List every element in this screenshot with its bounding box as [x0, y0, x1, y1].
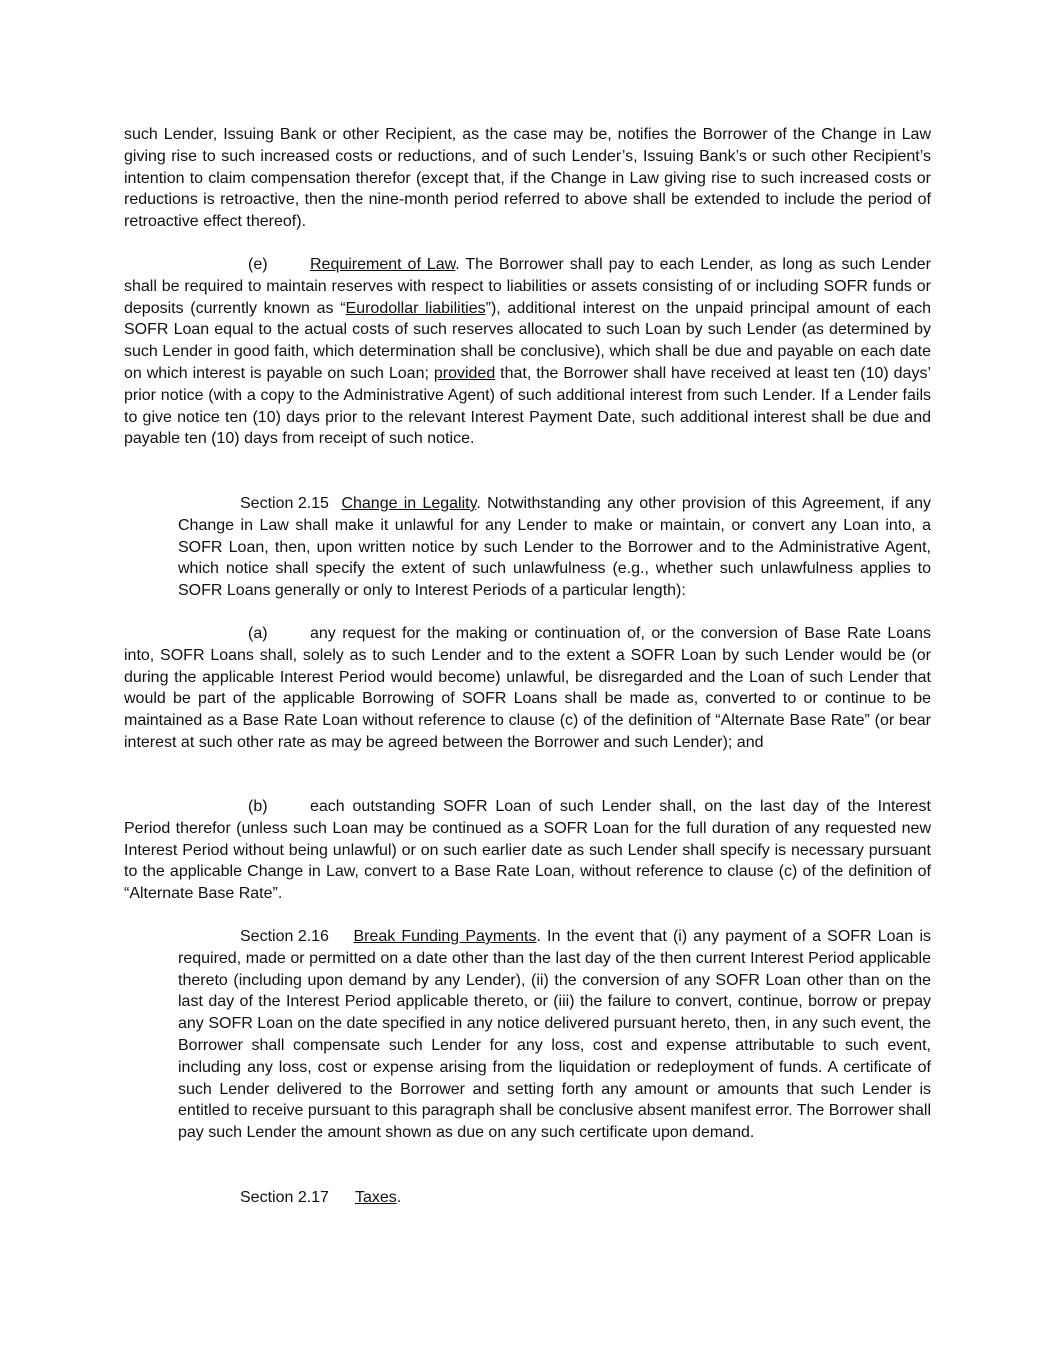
heading-taxes-period: .	[396, 1189, 402, 1206]
term-provided: provided	[433, 364, 496, 382]
paragraph-b	[124, 796, 931, 905]
section-2-15-text: . Notwithstanding any other provision of this Agreement, if any Change in Law shall make it unlawful for any Lender to make or maintain, or convert any Loan into, a SOFR Loan, then, upon written notice by such Lender to the Borrower and to the Administrative Agent, which notice shall specify the extent of such unlawfulness (e.g., whether such unlawfulness applies to SOFR Loans generally or only to Interest Periods of a particular length):	[178, 495, 932, 600]
heading-taxes: Taxes	[354, 1189, 397, 1206]
paragraph-a-text: any request for the making or continuation of, or the conversion of Base Rate Loans into, SOFR Loans shall, solely as to such Lender and to the extent a SOFR Loan by such Lender would be (or during the applicable Interest Period would become) unlawful, be disregarded and the Loan of such Lender that would be part of the applicable Borrowing of SOFR Loans shall be made as, converted to or continue to be maintained as a Base Rate Loan without reference to clause (c) of the definition of “Alternate Base Rate” (or bear interest at such other rate as may be agreed between the Borrower and such Lender); and	[124, 625, 931, 751]
clause-label-b: (b)	[248, 798, 268, 815]
heading-break-funding-payments: Break Funding Payments	[353, 928, 537, 945]
paragraph-b-text: each outstanding SOFR Loan of such Lender shall, on the last day of the Interest Period therefor (unless such Loan may be continued as a SOFR Loan for the full duration of any requested new Interest Period without being unlawful) or on such earlier date as such Lender shall specify is necessary pursuant to the applicable Change in Law, convert to a Base Rate Loan, without reference to clause (c) of the definition of “Alternate Base Rate”.	[124, 798, 931, 903]
section-2-15-change-in-legality	[178, 493, 931, 602]
heading-requirement-of-law: Requirement of Law	[310, 256, 456, 273]
section-2-16-break-funding-payments	[178, 926, 931, 1144]
term-eurodollar-liabilities: Eurodollar liabilities	[345, 299, 486, 317]
paragraph-e-requirement-of-law	[124, 254, 931, 450]
section-2-17-taxes	[240, 1187, 401, 1209]
paragraph-a	[124, 623, 931, 754]
section-number-2-15: Section 2.15	[240, 495, 329, 512]
clause-label-a: (a)	[248, 625, 268, 642]
heading-change-in-legality: Change in Legality	[341, 495, 477, 512]
clause-label-e: (e)	[248, 256, 268, 273]
paragraph-e-text-2: ”), additional interest on the unpaid principal amount of each SOFR Loan equal to the actual costs of such reserves allocated to such Loan by such Lender (as determined by such Lender in good faith, which determination shall be conclusive), which shall be due and payable on each date on which interest is payable on such Loan;	[124, 299, 932, 382]
paragraph-e-text-1: . The Borrower shall pay to each Lender, as long as such Lender shall be required to maintain reserves with respect to liabilities or assets consisting of or including SOFR funds or deposits (currently known as “	[124, 256, 931, 317]
paragraph-continuation: such Lender, Issuing Bank or other Recipient, as the case may be, notifies the Borrower of the Change in Law giving rise to such increased costs or reductions, and of such Lender’s, Issuing Bank’s or such other Recipient’s intention to claim compensation therefor (except that, if the Change in Law giving rise to such increased costs or reductions is retroactive, then the nine-month period referred to above shall be extended to include the period of retroactive effect thereof).	[124, 126, 931, 231]
section-number-2-16: Section 2.16	[240, 928, 329, 945]
section-2-16-text: . In the event that (i) any payment of a SOFR Loan is required, made or permitted on a date other than the last day of the then current Interest Period applicable thereto (including upon demand by any Lender), (ii) the conversion of any SOFR Loan other than on the last day of the Interest Period applicable thereto, or (iii) the failure to convert, continue, borrow or prepay any SOFR Loan on the date specified in any notice delivered pursuant hereto, then, in any such event, the Borrower shall compensate such Lender for any loss, cost and expense attributable to such event, including any loss, cost or expense arising from the liquidation or redeployment of funds. A certificate of such Lender delivered to the Borrower and setting forth any amount or amounts that such Lender is entitled to receive pursuant to this paragraph shall be conclusive absent manifest error. The Borrower shall pay such Lender the amount shown as due on any such certificate upon demand.	[178, 928, 932, 1142]
section-number-2-17: Section 2.17	[240, 1189, 329, 1206]
paragraph-e-text-3: that, the Borrower shall have received at least ten (10) days’ prior notice (with a copy to the Administrative Agent) of such additional interest from such Lender. If a Lender fails to give notice ten (10) days prior to the relevant Interest Payment Date, such additional interest shall be due and payable ten (10) days from receipt of such notice.	[124, 364, 931, 448]
